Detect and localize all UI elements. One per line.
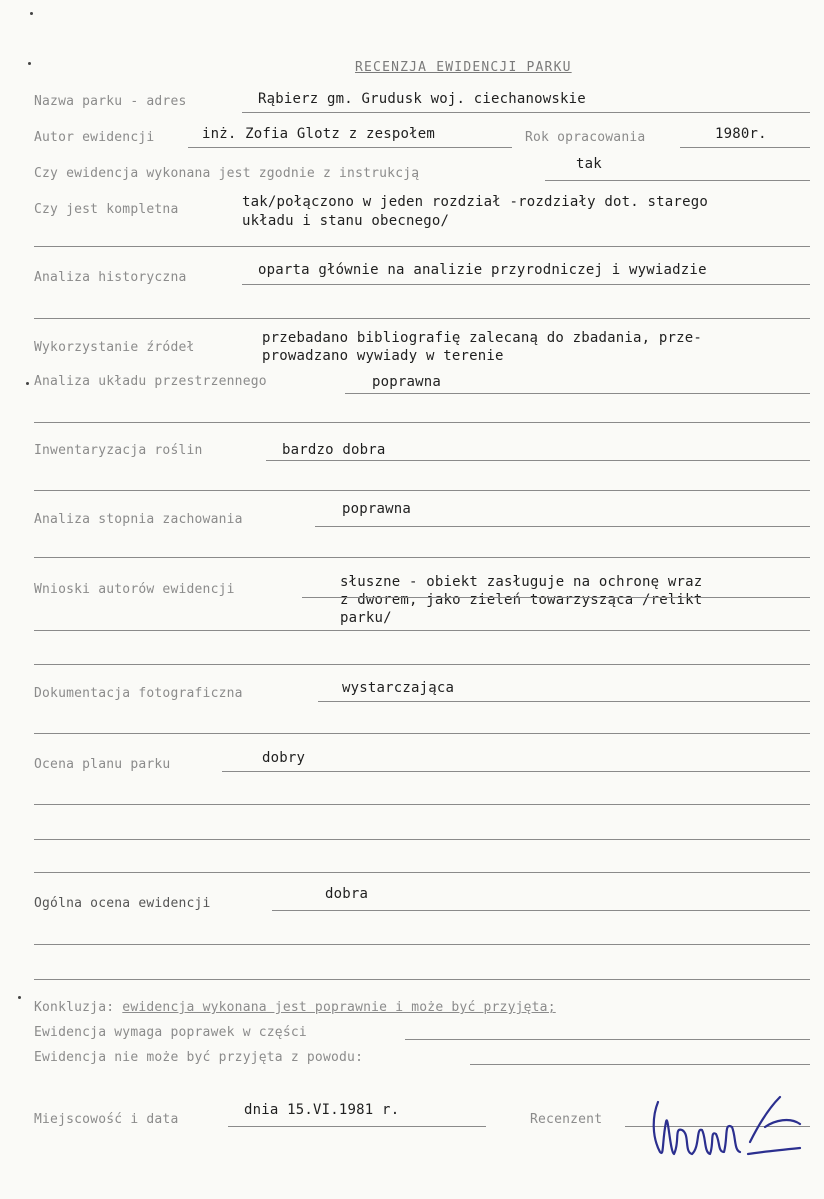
signature-image <box>640 1082 820 1172</box>
analiza-hist-label: Analiza historyczna <box>34 270 187 285</box>
blank-line <box>34 733 810 734</box>
nazwa-line <box>242 112 810 113</box>
wnioski-value-line2: z dworem, jako zieleń towarzysząca /relikt <box>340 592 703 608</box>
uklad-value: poprawna <box>372 374 442 390</box>
plan-label: Ocena planu parku <box>34 757 171 772</box>
inwentaryzacja-label: Inwentaryzacja roślin <box>34 443 203 458</box>
recenzent-label: Recenzent <box>530 1112 603 1127</box>
ogolna-line <box>272 910 810 911</box>
blank-line <box>34 490 810 491</box>
konkluzja-line2: Ewidencja wymaga poprawek w części <box>34 1025 307 1040</box>
inwentaryzacja-value: bardzo dobra <box>282 442 386 458</box>
kompletna-value-line1: tak/połączono w jeden rozdział -rozdziały dot. starego <box>242 194 708 210</box>
konkluzja-line2-line <box>405 1039 810 1040</box>
konkluzja-prefix: Konkluzja: <box>34 1000 123 1015</box>
uklad-line <box>345 393 810 394</box>
miejscowosc-label: Miejscowość i data <box>34 1112 179 1127</box>
bullet-dot <box>26 382 29 385</box>
rok-line <box>680 147 810 148</box>
autor-value: inż. Zofia Glotz z zespołem <box>202 126 435 142</box>
zgodnie-label: Czy ewidencja wykonana jest zgodnie z instrukcją <box>34 166 420 181</box>
zgodnie-line <box>545 180 810 181</box>
autor-label: Autor ewidencji <box>34 130 155 145</box>
blank-line <box>34 557 810 558</box>
ogolna-label: Ogólna ocena ewidencji <box>34 896 211 911</box>
analiza-hist-line <box>242 284 810 285</box>
punch-dot <box>28 62 31 65</box>
konkluzja-line3-line <box>470 1064 810 1065</box>
miejscowosc-value: dnia 15.VI.1981 r. <box>244 1102 400 1118</box>
blank-line <box>34 422 810 423</box>
rok-value: 1980r. <box>715 126 767 142</box>
plan-value: dobry <box>262 750 306 766</box>
blank-line <box>34 979 810 980</box>
plan-line <box>222 771 810 772</box>
analiza-hist-value: oparta głównie na analizie przyrodniczej i wywiadzie <box>258 262 707 278</box>
uklad-label: Analiza układu przestrzennego <box>34 374 267 389</box>
blank-line <box>34 839 810 840</box>
nazwa-value: Rąbierz gm. Grudusk woj. ciechanowskie <box>258 91 586 107</box>
inwentaryzacja-line <box>266 460 810 461</box>
wnioski-value-line3: parku/ <box>340 610 392 626</box>
kompletna-label: Czy jest kompletna <box>34 202 179 217</box>
bullet-dot <box>18 996 21 999</box>
rok-label: Rok opracowania <box>525 130 646 145</box>
konkluzja-text: ewidencja wykonana jest poprawnie i może być przyjęta; <box>122 1000 556 1015</box>
blank-line <box>34 944 810 945</box>
zrodla-label: Wykorzystanie źródeł <box>34 340 195 355</box>
foto-line <box>318 701 810 702</box>
nazwa-label: Nazwa parku - adres <box>34 94 187 109</box>
wnioski-label: Wnioski autorów ewidencji <box>34 582 235 597</box>
blank-line <box>34 664 810 665</box>
zachowanie-label: Analiza stopnia zachowania <box>34 512 243 527</box>
miejscowosc-line <box>228 1126 486 1127</box>
autor-line <box>188 147 512 148</box>
zachowanie-line <box>315 526 810 527</box>
blank-line <box>34 804 810 805</box>
wnioski-value-line1: słuszne - obiekt zasługuje na ochronę wraz <box>340 574 703 590</box>
kompletna-line <box>34 246 810 247</box>
konkluzja-line1 <box>34 1000 556 1015</box>
zgodnie-value: tak <box>576 156 602 172</box>
zrodla-value-line1: przebadano bibliografię zalecaną do zbadania, prze- <box>262 330 703 346</box>
zrodla-value-line2: prowadzano wywiady w terenie <box>262 348 504 364</box>
blank-line <box>34 872 810 873</box>
form-title: RECENZJA EWIDENCJI PARKU <box>355 60 572 75</box>
blank-line <box>34 630 810 631</box>
ogolna-value: dobra <box>325 886 369 902</box>
kompletna-value-line2: układu i stanu obecnego/ <box>242 213 450 229</box>
konkluzja-line3: Ewidencja nie może być przyjęta z powodu: <box>34 1050 364 1065</box>
blank-line <box>34 318 810 319</box>
foto-value: wystarczająca <box>342 680 455 696</box>
zachowanie-value: poprawna <box>342 501 412 517</box>
punch-dot <box>30 12 33 15</box>
wnioski-line <box>302 597 810 598</box>
foto-label: Dokumentacja fotograficzna <box>34 686 243 701</box>
